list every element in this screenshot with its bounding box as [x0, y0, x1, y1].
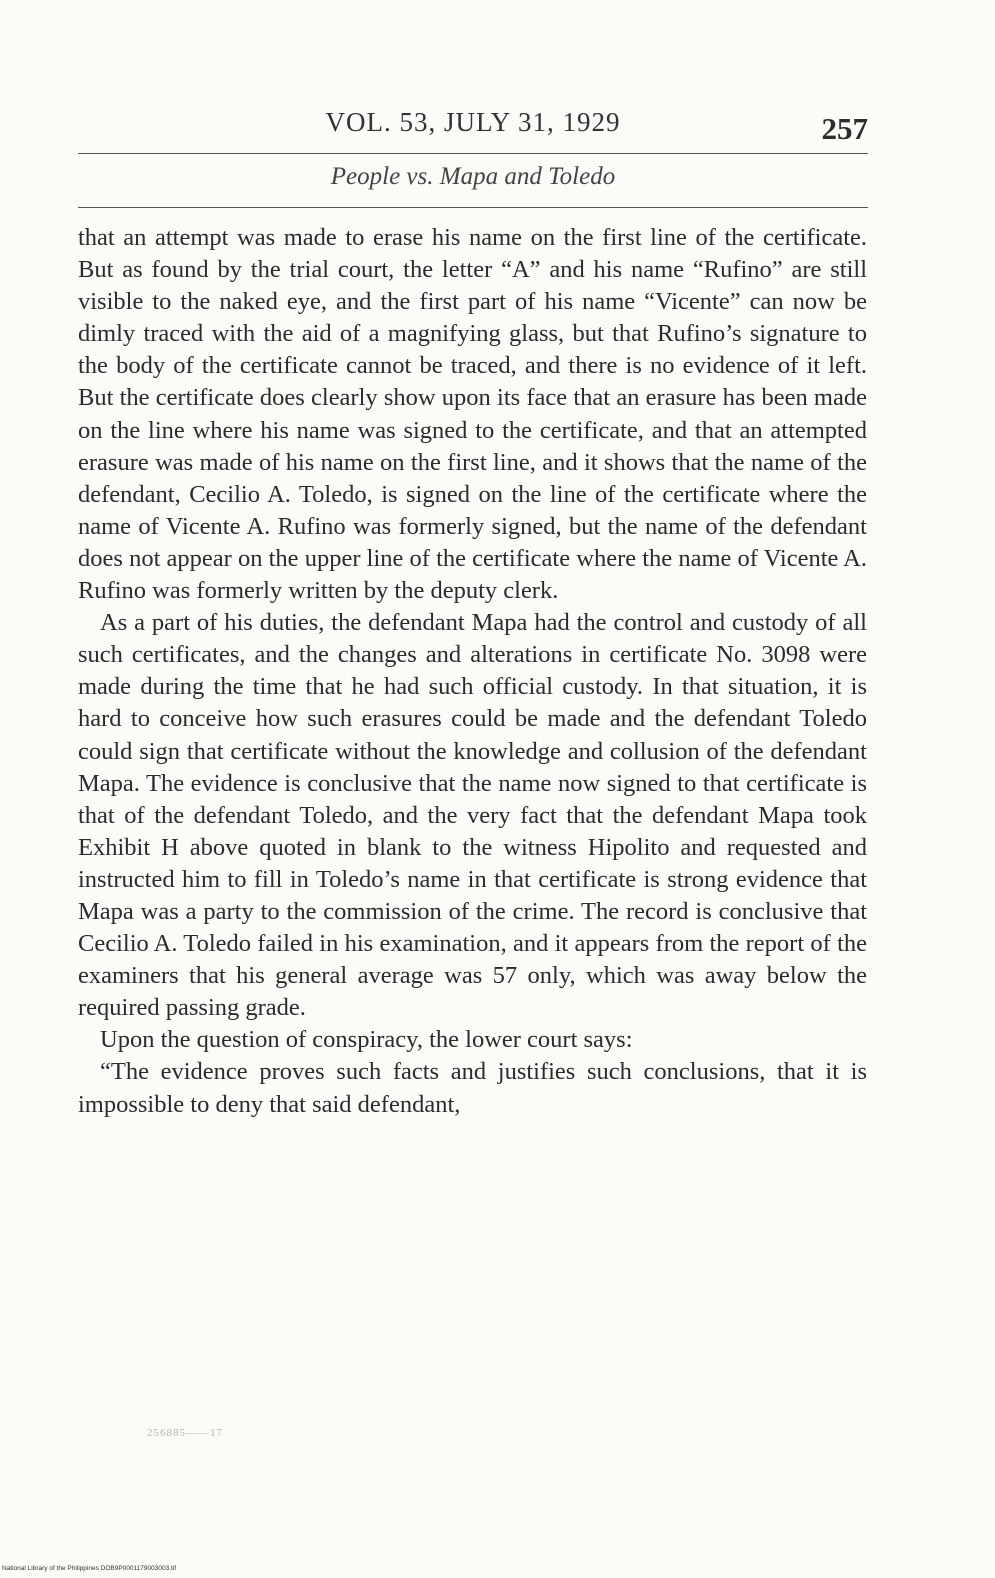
paragraph-conspiracy: Upon the question of conspiracy, the lower court says: [100, 1026, 633, 1054]
header-rule-top [78, 153, 868, 154]
case-title: People vs. Mapa and Toledo [330, 163, 616, 190]
print-code: 256885——17 [147, 1427, 223, 1439]
page-number: 257 [821, 111, 868, 146]
paragraph-continuation: that an attempt was made to erase his name on the first line of the certificate. But as found by the trial court, the letter “A” and his name “Rufino” are still visible to the naked eye, and the first part of his name “Vicente” can now be dimly traced with the aid of a magnifying glass, but that Rufino’s signature to the body of the certificate cannot be traced, and there is no evidence of it left. But the certificate does clearly show upon its face that an erasure has been made on the line where his name was signed to the certificate, and that an attempted erasure was made of his name on the first line, and it shows that the name of the defendant, Cecilio A. Toledo, is signed on the line of the certificate where the name of Vicente A. Rufino was formerly signed, but the name of the defendant does not appear on the upper line of the certificate where the name of Vicente A. Rufino was formerly written by the deputy clerk. [78, 224, 867, 605]
running-head [78, 105, 868, 145]
scan-credit: National Library of the Philippines DOB9P0001179003003.tif [2, 1565, 177, 1572]
header-rule-bottom [78, 207, 868, 208]
body-text [78, 222, 867, 1121]
paragraph-duties: As a part of his duties, the defendant Mapa had the control and custody of all such certificates, and the changes and alterations in certificate No. 3098 were made during the time that he had such official custody. In that situation, it is hard to conceive how such erasures could be made and the defendant Toledo could sign that certificate without the knowledge and collusion of the defendant Mapa. The evidence is conclusive that the name now signed to that certificate is that of the defendant Toledo, and the very fact that the defendant Mapa took Exhibit H above quoted in blank to the witness Hipolito and requested and instructed him to fill in Toledo’s name in that certificate is strong evidence that Mapa was a party to the commission of the crime. The record is conclusive that Cecilio A. Toledo failed in his examination, and it appears from the report of the examiners that his general average was 57 only, which was away below the required passing grade. [78, 609, 867, 1022]
running-title: VOL. 53, JULY 31, 1929 [325, 107, 621, 137]
paragraph-quote: “The evidence proves such facts and justifies such conclusions, that it is impossible to deny that said defendant, [78, 1058, 867, 1118]
